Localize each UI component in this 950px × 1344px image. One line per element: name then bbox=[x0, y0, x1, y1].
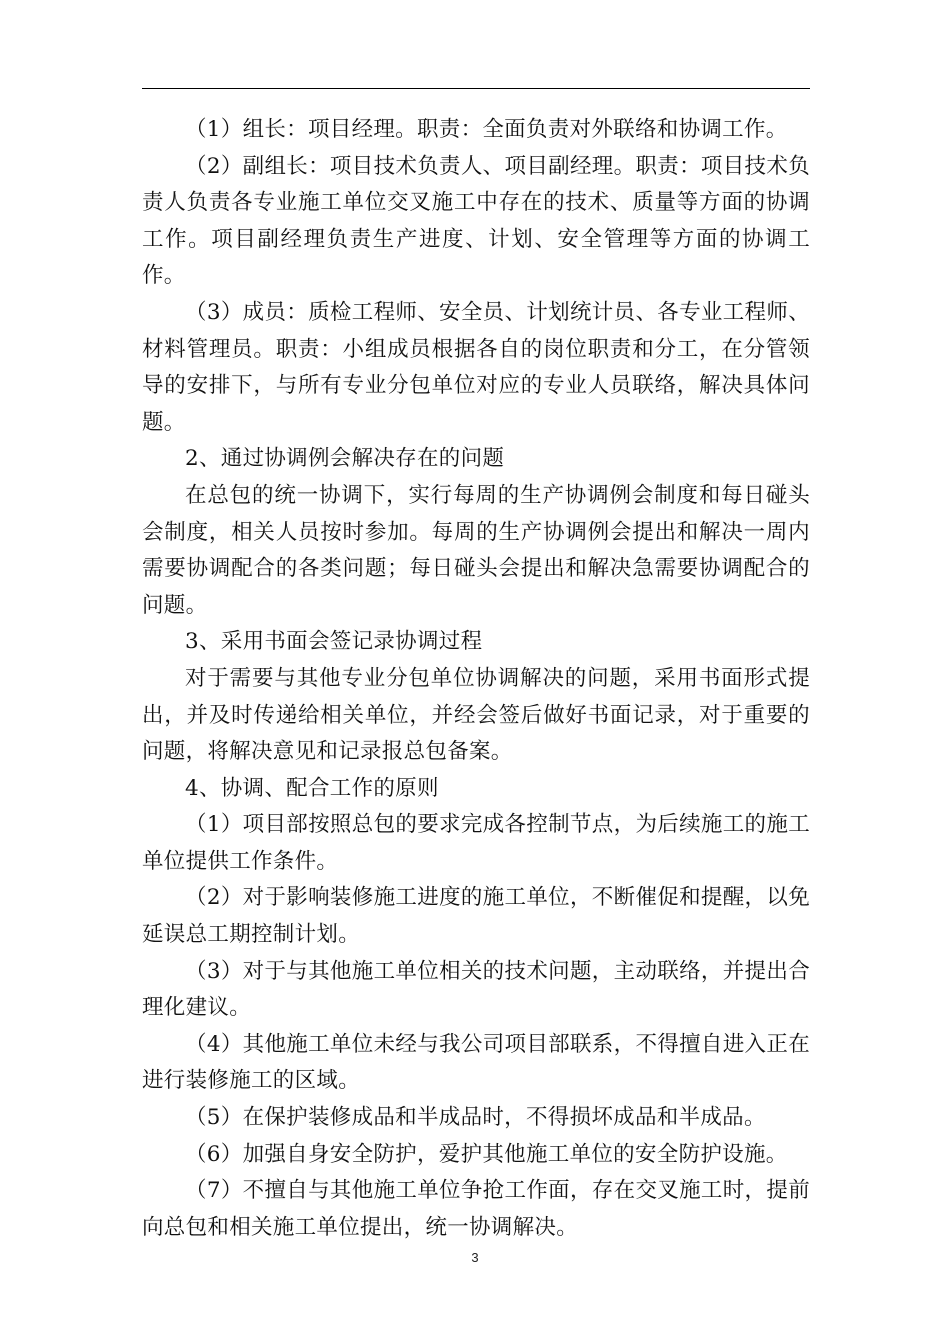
document-body bbox=[142, 112, 810, 1246]
principle-item-7: （7）不擅自与其他施工单位争抢工作面，存在交叉施工时，提前向总包和相关施工单位提出，统一协调解决。 bbox=[142, 1178, 810, 1240]
section-heading-2: 2、通过协调例会解决存在的问题 bbox=[185, 446, 505, 472]
paragraph-members-role: （3）成员：质检工程师、安全员、计划统计员、各专业工程师、材料管理员。职责：小组成员根据各自的岗位职责和分工，在分管领导的安排下，与所有专业分包单位对应的专业人员联络，解决具体问题。 bbox=[142, 299, 810, 435]
principle-item-3: （3）对于与其他施工单位相关的技术问题，主动联络，并提出合理化建议。 bbox=[142, 958, 810, 1021]
principle-item-5: （5）在保护装修成品和半成品时，不得损坏成品和半成品。 bbox=[185, 1105, 766, 1131]
paragraph-coordination-meetings: 在总包的统一协调下，实行每周的生产协调例会制度和每日碰头会制度，相关人员按时参加。每周的生产协调例会提出和解决一周内需要协调配合的各类问题；每日碰头会提出和解决急需要协调配合的问题。 bbox=[142, 482, 810, 618]
paragraph-leader-role: （1）组长：项目经理。职责：全面负责对外联络和协调工作。 bbox=[185, 117, 788, 142]
paragraph-deputy-leader-role: （2）副组长：项目技术负责人、项目副经理。职责：项目技术负责人负责各专业施工单位交叉施工中存在的技术、质量等方面的协调工作。项目副经理负责生产进度、计划、安全管理等方面的协调工作。 bbox=[142, 153, 810, 289]
paragraph-written-signoff: 对于需要与其他专业分包单位协调解决的问题，采用书面形式提出，并及时传递给相关单位，并经会签后做好书面记录，对于重要的问题，将解决意见和记录报总包备案。 bbox=[142, 665, 810, 765]
section-heading-4: 4、协调、配合工作的原则 bbox=[185, 775, 439, 801]
principle-item-2: （2）对于影响装修施工进度的施工单位，不断催促和提醒，以免延误总工期控制计划。 bbox=[142, 885, 810, 948]
principle-item-1: （1）项目部按照总包的要求完成各控制节点，为后续施工的施工单位提供工作条件。 bbox=[142, 812, 810, 874]
principle-item-4: （4）其他施工单位未经与我公司项目部联系，不得擅自进入正在进行装修施工的区域。 bbox=[142, 1031, 810, 1094]
section-heading-3: 3、采用书面会签记录协调过程 bbox=[185, 629, 483, 655]
principle-item-6: （6）加强自身安全防护，爱护其他施工单位的安全防护设施。 bbox=[185, 1141, 788, 1167]
page-number: 3 bbox=[471, 1250, 479, 1265]
header-rule bbox=[142, 88, 810, 89]
